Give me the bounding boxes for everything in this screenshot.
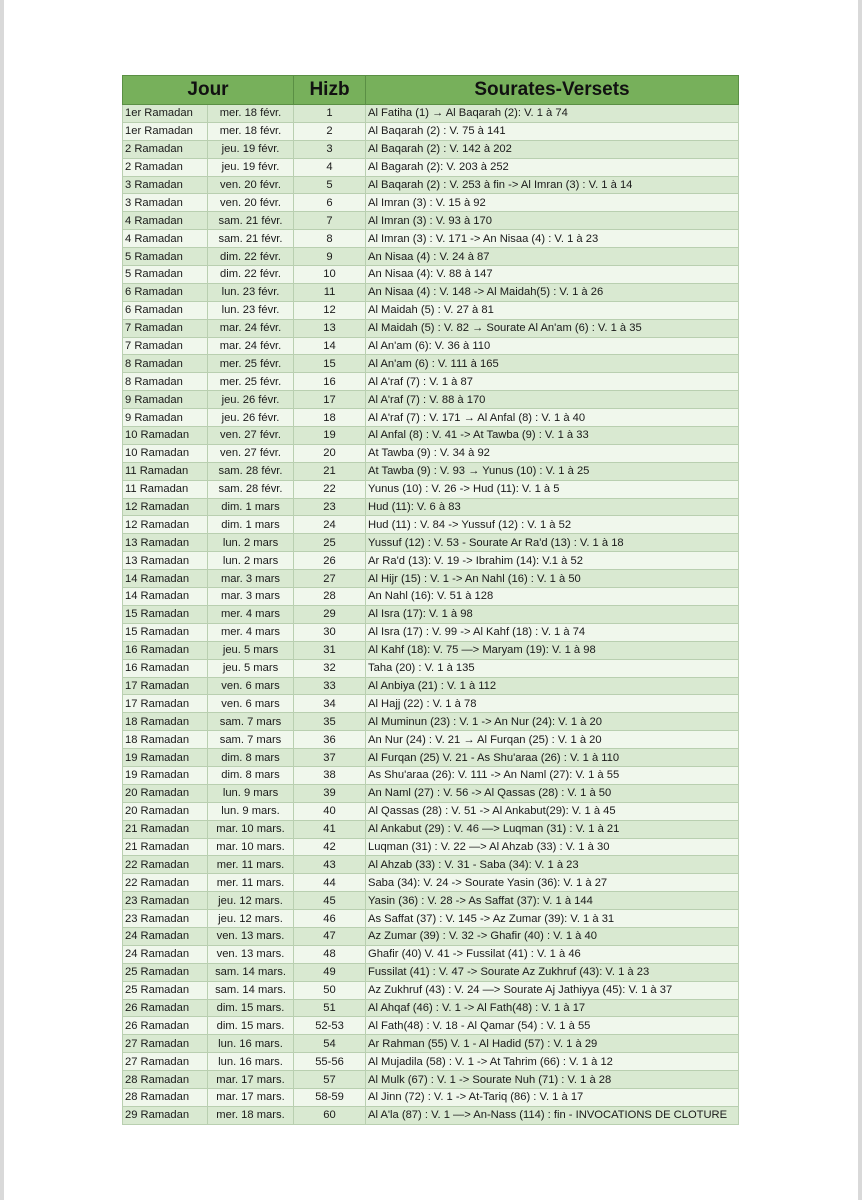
sourates-cell: Al A'raf (7) : V. 1 à 87: [366, 373, 739, 391]
ramadan-day-cell: 15 Ramadan: [123, 605, 208, 623]
hizb-cell: 31: [294, 641, 366, 659]
table-row: [123, 319, 739, 337]
ramadan-day-cell: 6 Ramadan: [123, 301, 208, 319]
ramadan-day-cell: 20 Ramadan: [123, 802, 208, 820]
hizb-cell: 11: [294, 283, 366, 301]
hizb-cell: 60: [294, 1106, 366, 1124]
ramadan-day-cell: 22 Ramadan: [123, 874, 208, 892]
table-row: [123, 1053, 739, 1071]
table-row: [123, 874, 739, 892]
hizb-cell: 14: [294, 337, 366, 355]
date-cell: dim. 8 mars: [208, 766, 294, 784]
hizb-cell: 7: [294, 212, 366, 230]
ramadan-day-cell: 14 Ramadan: [123, 588, 208, 606]
sourates-cell: Al Muminun (23) : V. 1 -> An Nur (24): V. 1 à 20: [366, 713, 739, 731]
ramadan-day-cell: 23 Ramadan: [123, 910, 208, 928]
ramadan-day-cell: 9 Ramadan: [123, 409, 208, 427]
hizb-cell: 41: [294, 820, 366, 838]
sourates-cell: An Nisaa (4) : V. 148 -> Al Maidah(5) : V. 1 à 26: [366, 283, 739, 301]
date-cell: mar. 10 mars.: [208, 820, 294, 838]
hizb-cell: 37: [294, 749, 366, 767]
sourates-cell: An Nisaa (4): V. 88 à 147: [366, 266, 739, 284]
date-cell: mer. 11 mars.: [208, 874, 294, 892]
table-row: [123, 605, 739, 623]
sourates-cell: Al Mulk (67) : V. 1 -> Sourate Nuh (71) : V. 1 à 28: [366, 1071, 739, 1089]
date-cell: sam. 21 févr.: [208, 212, 294, 230]
hizb-cell: 52-53: [294, 1017, 366, 1035]
date-cell: ven. 27 févr.: [208, 427, 294, 445]
table-row: [123, 856, 739, 874]
table-row: [123, 516, 739, 534]
date-cell: dim. 15 mars.: [208, 999, 294, 1017]
hizb-cell: 5: [294, 176, 366, 194]
hizb-cell: 45: [294, 892, 366, 910]
date-cell: sam. 28 févr.: [208, 480, 294, 498]
ramadan-day-cell: 28 Ramadan: [123, 1088, 208, 1106]
sourates-cell: An Nur (24) : V. 21 → Al Furqan (25) : V. 1 à 20: [366, 731, 739, 749]
table-row: [123, 194, 739, 212]
date-cell: sam. 21 févr.: [208, 230, 294, 248]
table-row: [123, 355, 739, 373]
date-cell: dim. 1 mars: [208, 498, 294, 516]
table-row: [123, 391, 739, 409]
hizb-cell: 40: [294, 802, 366, 820]
sourates-cell: Al Qassas (28) : V. 51 -> Al Ankabut(29): V. 1 à 45: [366, 802, 739, 820]
date-cell: mer. 4 mars: [208, 605, 294, 623]
table-row: [123, 945, 739, 963]
ramadan-reading-table: [122, 75, 739, 1125]
ramadan-day-cell: 23 Ramadan: [123, 892, 208, 910]
date-cell: mer. 18 févr.: [208, 105, 294, 123]
hizb-cell: 33: [294, 677, 366, 695]
sourates-cell: Al Baqarah (2) : V. 75 à 141: [366, 122, 739, 140]
table-row: [123, 892, 739, 910]
ramadan-day-cell: 19 Ramadan: [123, 749, 208, 767]
sourates-cell: An Nisaa (4) : V. 24 à 87: [366, 248, 739, 266]
date-cell: ven. 27 févr.: [208, 444, 294, 462]
date-cell: sam. 14 mars.: [208, 963, 294, 981]
table-body: [123, 105, 739, 1125]
date-cell: dim. 15 mars.: [208, 1017, 294, 1035]
date-cell: lun. 23 févr.: [208, 301, 294, 319]
sourates-cell: Saba (34): V. 24 -> Sourate Yasin (36): V. 1 à 27: [366, 874, 739, 892]
table-row: [123, 927, 739, 945]
ramadan-day-cell: 16 Ramadan: [123, 659, 208, 677]
date-cell: lun. 16 mars.: [208, 1035, 294, 1053]
sourates-cell: Ghafir (40) V. 41 -> Fussilat (41) : V. 1 à 46: [366, 945, 739, 963]
table-row: [123, 713, 739, 731]
date-cell: sam. 7 mars: [208, 713, 294, 731]
hizb-cell: 34: [294, 695, 366, 713]
hizb-cell: 38: [294, 766, 366, 784]
sourates-cell: Az Zumar (39) : V. 32 -> Ghafir (40) : V. 1 à 40: [366, 927, 739, 945]
header-hizb: Hizb: [294, 76, 366, 105]
sourates-cell: Yunus (10) : V. 26 -> Hud (11): V. 1 à 5: [366, 480, 739, 498]
hizb-cell: 55-56: [294, 1053, 366, 1071]
ramadan-day-cell: 25 Ramadan: [123, 981, 208, 999]
table-row: [123, 570, 739, 588]
table-row: [123, 623, 739, 641]
date-cell: ven. 6 mars: [208, 695, 294, 713]
sourates-cell: An Naml (27) : V. 56 -> Al Qassas (28) : V. 1 à 50: [366, 784, 739, 802]
hizb-cell: 24: [294, 516, 366, 534]
ramadan-day-cell: 24 Ramadan: [123, 927, 208, 945]
table-row: [123, 981, 739, 999]
ramadan-day-cell: 21 Ramadan: [123, 820, 208, 838]
ramadan-day-cell: 4 Ramadan: [123, 212, 208, 230]
table-row: [123, 140, 739, 158]
sourates-cell: Al Fath(48) : V. 18 - Al Qamar (54) : V. 1 à 55: [366, 1017, 739, 1035]
date-cell: dim. 8 mars: [208, 749, 294, 767]
table-row: [123, 534, 739, 552]
sourates-cell: Al Imran (3) : V. 171 -> An Nisaa (4) : V. 1 à 23: [366, 230, 739, 248]
sourates-cell: Taha (20) : V. 1 à 135: [366, 659, 739, 677]
table-row: [123, 176, 739, 194]
table-row: [123, 1035, 739, 1053]
sourates-cell: As Saffat (37) : V. 145 -> Az Zumar (39): V. 1 à 31: [366, 910, 739, 928]
table-row: [123, 266, 739, 284]
sourates-cell: Al Jinn (72) : V. 1 -> At-Tariq (86) : V. 1 à 17: [366, 1088, 739, 1106]
table-row: [123, 337, 739, 355]
hizb-cell: 25: [294, 534, 366, 552]
table-row: [123, 677, 739, 695]
date-cell: mer. 11 mars.: [208, 856, 294, 874]
sourates-cell: Al Imran (3) : V. 93 à 170: [366, 212, 739, 230]
sourates-cell: Al A'la (87) : V. 1 —> An-Nass (114) : fin - INVOCATIONS DE CLOTURE: [366, 1106, 739, 1124]
ramadan-day-cell: 14 Ramadan: [123, 570, 208, 588]
table-row: [123, 1017, 739, 1035]
hizb-cell: 44: [294, 874, 366, 892]
table-row: [123, 444, 739, 462]
hizb-cell: 43: [294, 856, 366, 874]
table-row: [123, 230, 739, 248]
hizb-cell: 3: [294, 140, 366, 158]
hizb-cell: 13: [294, 319, 366, 337]
table-row: [123, 158, 739, 176]
hizb-cell: 30: [294, 623, 366, 641]
ramadan-day-cell: 8 Ramadan: [123, 355, 208, 373]
hizb-cell: 46: [294, 910, 366, 928]
table-row: [123, 105, 739, 123]
ramadan-day-cell: 7 Ramadan: [123, 337, 208, 355]
hizb-cell: 57: [294, 1071, 366, 1089]
date-cell: ven. 20 févr.: [208, 176, 294, 194]
ramadan-day-cell: 28 Ramadan: [123, 1071, 208, 1089]
sourates-cell: Al Maidah (5) : V. 82 → Sourate Al An'am (6) : V. 1 à 35: [366, 319, 739, 337]
sourates-cell: Al Baqarah (2) : V. 253 à fin -> Al Imran (3) : V. 1 à 14: [366, 176, 739, 194]
ramadan-day-cell: 11 Ramadan: [123, 480, 208, 498]
table-row: [123, 283, 739, 301]
table-row: [123, 427, 739, 445]
date-cell: mar. 3 mars: [208, 570, 294, 588]
ramadan-day-cell: 5 Ramadan: [123, 266, 208, 284]
sourates-cell: Al Ahqaf (46) : V. 1 -> Al Fath(48) : V. 1 à 17: [366, 999, 739, 1017]
table-row: [123, 480, 739, 498]
hizb-cell: 51: [294, 999, 366, 1017]
ramadan-day-cell: 13 Ramadan: [123, 534, 208, 552]
table-row: [123, 212, 739, 230]
ramadan-day-cell: 17 Ramadan: [123, 677, 208, 695]
hizb-cell: 54: [294, 1035, 366, 1053]
ramadan-day-cell: 3 Ramadan: [123, 194, 208, 212]
date-cell: jeu. 26 févr.: [208, 409, 294, 427]
date-cell: mer. 18 févr.: [208, 122, 294, 140]
sourates-cell: Al Furqan (25) V. 21 - As Shu'araa (26) : V. 1 à 110: [366, 749, 739, 767]
date-cell: mar. 24 févr.: [208, 319, 294, 337]
sourates-cell: Ar Ra'd (13): V. 19 -> Ibrahim (14): V.1 à 52: [366, 552, 739, 570]
date-cell: mar. 17 mars.: [208, 1071, 294, 1089]
table-row: [123, 784, 739, 802]
table-row: [123, 910, 739, 928]
sourates-cell: Al Mujadila (58) : V. 1 -> At Tahrim (66) : V. 1 à 12: [366, 1053, 739, 1071]
date-cell: mer. 25 févr.: [208, 373, 294, 391]
ramadan-day-cell: 18 Ramadan: [123, 713, 208, 731]
header-jour: Jour: [123, 76, 294, 105]
date-cell: mer. 4 mars: [208, 623, 294, 641]
sourates-cell: Hud (11) : V. 84 -> Yussuf (12) : V. 1 à 52: [366, 516, 739, 534]
date-cell: lun. 9 mars: [208, 784, 294, 802]
date-cell: lun. 16 mars.: [208, 1053, 294, 1071]
ramadan-day-cell: 15 Ramadan: [123, 623, 208, 641]
hizb-cell: 6: [294, 194, 366, 212]
date-cell: mer. 18 mars.: [208, 1106, 294, 1124]
hizb-cell: 26: [294, 552, 366, 570]
ramadan-day-cell: 16 Ramadan: [123, 641, 208, 659]
table-row: [123, 373, 739, 391]
sourates-cell: Al Ahzab (33) : V. 31 - Saba (34): V. 1 à 23: [366, 856, 739, 874]
ramadan-day-cell: 7 Ramadan: [123, 319, 208, 337]
date-cell: mar. 24 févr.: [208, 337, 294, 355]
table-row: [123, 248, 739, 266]
date-cell: ven. 13 mars.: [208, 945, 294, 963]
hizb-cell: 50: [294, 981, 366, 999]
date-cell: sam. 7 mars: [208, 731, 294, 749]
sourates-cell: Al A'raf (7) : V. 88 à 170: [366, 391, 739, 409]
ramadan-day-cell: 4 Ramadan: [123, 230, 208, 248]
hizb-cell: 23: [294, 498, 366, 516]
sourates-cell: Al Kahf (18): V. 75 —> Maryam (19): V. 1 à 98: [366, 641, 739, 659]
ramadan-day-cell: 3 Ramadan: [123, 176, 208, 194]
date-cell: sam. 14 mars.: [208, 981, 294, 999]
date-cell: dim. 22 févr.: [208, 266, 294, 284]
hizb-cell: 47: [294, 927, 366, 945]
table-row: [123, 963, 739, 981]
hizb-cell: 36: [294, 731, 366, 749]
date-cell: ven. 13 mars.: [208, 927, 294, 945]
hizb-cell: 10: [294, 266, 366, 284]
ramadan-day-cell: 2 Ramadan: [123, 158, 208, 176]
sourates-cell: Al Hajj (22) : V. 1 à 78: [366, 695, 739, 713]
table-row: [123, 802, 739, 820]
ramadan-day-cell: 12 Ramadan: [123, 498, 208, 516]
hizb-cell: 15: [294, 355, 366, 373]
ramadan-day-cell: 27 Ramadan: [123, 1053, 208, 1071]
date-cell: jeu. 12 mars.: [208, 892, 294, 910]
hizb-cell: 32: [294, 659, 366, 677]
date-cell: jeu. 5 mars: [208, 641, 294, 659]
ramadan-day-cell: 19 Ramadan: [123, 766, 208, 784]
sourates-cell: An Nahl (16): V. 51 à 128: [366, 588, 739, 606]
table-row: [123, 766, 739, 784]
hizb-cell: 39: [294, 784, 366, 802]
date-cell: sam. 28 févr.: [208, 462, 294, 480]
ramadan-day-cell: 26 Ramadan: [123, 1017, 208, 1035]
date-cell: mar. 10 mars.: [208, 838, 294, 856]
ramadan-day-cell: 1er Ramadan: [123, 105, 208, 123]
sourates-cell: Al Bagarah (2): V. 203 à 252: [366, 158, 739, 176]
date-cell: jeu. 12 mars.: [208, 910, 294, 928]
table-row: [123, 1088, 739, 1106]
ramadan-day-cell: 29 Ramadan: [123, 1106, 208, 1124]
sourates-cell: Yussuf (12) : V. 53 - Sourate Ar Ra'd (13) : V. 1 à 18: [366, 534, 739, 552]
ramadan-day-cell: 27 Ramadan: [123, 1035, 208, 1053]
date-cell: lun. 9 mars.: [208, 802, 294, 820]
hizb-cell: 17: [294, 391, 366, 409]
ramadan-day-cell: 17 Ramadan: [123, 695, 208, 713]
ramadan-day-cell: 13 Ramadan: [123, 552, 208, 570]
hizb-cell: 19: [294, 427, 366, 445]
hizb-cell: 22: [294, 480, 366, 498]
table-row: [123, 1106, 739, 1124]
date-cell: dim. 1 mars: [208, 516, 294, 534]
ramadan-day-cell: 8 Ramadan: [123, 373, 208, 391]
ramadan-day-cell: 26 Ramadan: [123, 999, 208, 1017]
hizb-cell: 28: [294, 588, 366, 606]
table-row: [123, 695, 739, 713]
ramadan-day-cell: 24 Ramadan: [123, 945, 208, 963]
sourates-cell: Al Imran (3) : V. 15 à 92: [366, 194, 739, 212]
sourates-cell: Hud (11): V. 6 à 83: [366, 498, 739, 516]
table-header-row: [123, 76, 739, 105]
hizb-cell: 4: [294, 158, 366, 176]
sourates-cell: Al Ankabut (29) : V. 46 —> Luqman (31) : V. 1 à 21: [366, 820, 739, 838]
ramadan-day-cell: 20 Ramadan: [123, 784, 208, 802]
hizb-cell: 42: [294, 838, 366, 856]
table-row: [123, 820, 739, 838]
sourates-cell: Al An'am (6) : V. 111 à 165: [366, 355, 739, 373]
sourates-cell: As Shu'araa (26): V. 111 -> An Naml (27): V. 1 à 55: [366, 766, 739, 784]
hizb-cell: 12: [294, 301, 366, 319]
ramadan-day-cell: 6 Ramadan: [123, 283, 208, 301]
sourates-cell: Al Anfal (8) : V. 41 -> At Tawba (9) : V. 1 à 33: [366, 427, 739, 445]
ramadan-day-cell: 2 Ramadan: [123, 140, 208, 158]
table-row: [123, 122, 739, 140]
table-row: [123, 641, 739, 659]
hizb-cell: 16: [294, 373, 366, 391]
hizb-cell: 20: [294, 444, 366, 462]
date-cell: ven. 20 févr.: [208, 194, 294, 212]
hizb-cell: 29: [294, 605, 366, 623]
date-cell: lun. 2 mars: [208, 534, 294, 552]
sourates-cell: Al Isra (17) : V. 99 -> Al Kahf (18) : V. 1 à 74: [366, 623, 739, 641]
hizb-cell: 27: [294, 570, 366, 588]
date-cell: dim. 22 févr.: [208, 248, 294, 266]
sourates-cell: Az Zukhruf (43) : V. 24 —> Sourate Aj Jathiyya (45): V. 1 à 37: [366, 981, 739, 999]
table-row: [123, 409, 739, 427]
date-cell: jeu. 5 mars: [208, 659, 294, 677]
ramadan-day-cell: 18 Ramadan: [123, 731, 208, 749]
hizb-cell: 9: [294, 248, 366, 266]
sourates-cell: Luqman (31) : V. 22 —> Al Ahzab (33) : V. 1 à 30: [366, 838, 739, 856]
table-row: [123, 659, 739, 677]
hizb-cell: 35: [294, 713, 366, 731]
ramadan-day-cell: 9 Ramadan: [123, 391, 208, 409]
ramadan-day-cell: 21 Ramadan: [123, 838, 208, 856]
table-row: [123, 838, 739, 856]
sourates-cell: At Tawba (9) : V. 93 → Yunus (10) : V. 1 à 25: [366, 462, 739, 480]
hizb-cell: 21: [294, 462, 366, 480]
ramadan-day-cell: 10 Ramadan: [123, 444, 208, 462]
table-row: [123, 1071, 739, 1089]
sourates-cell: Al Baqarah (2) : V. 142 à 202: [366, 140, 739, 158]
table-row: [123, 749, 739, 767]
table-row: [123, 301, 739, 319]
ramadan-day-cell: 11 Ramadan: [123, 462, 208, 480]
hizb-cell: 1: [294, 105, 366, 123]
sourates-cell: Al Hijr (15) : V. 1 -> An Nahl (16) : V. 1 à 50: [366, 570, 739, 588]
hizb-cell: 58-59: [294, 1088, 366, 1106]
hizb-cell: 2: [294, 122, 366, 140]
hizb-cell: 8: [294, 230, 366, 248]
table-row: [123, 999, 739, 1017]
sourates-cell: Al Isra (17): V. 1 à 98: [366, 605, 739, 623]
table-row: [123, 552, 739, 570]
date-cell: mar. 3 mars: [208, 588, 294, 606]
ramadan-day-cell: 12 Ramadan: [123, 516, 208, 534]
sourates-cell: Ar Rahman (55) V. 1 - Al Hadid (57) : V. 1 à 29: [366, 1035, 739, 1053]
table-row: [123, 498, 739, 516]
ramadan-day-cell: 25 Ramadan: [123, 963, 208, 981]
sourates-cell: Fussilat (41) : V. 47 -> Sourate Az Zukhruf (43): V. 1 à 23: [366, 963, 739, 981]
ramadan-day-cell: 5 Ramadan: [123, 248, 208, 266]
hizb-cell: 48: [294, 945, 366, 963]
date-cell: lun. 2 mars: [208, 552, 294, 570]
date-cell: jeu. 19 févr.: [208, 140, 294, 158]
header-sourates: Sourates-Versets: [366, 76, 739, 105]
ramadan-day-cell: 10 Ramadan: [123, 427, 208, 445]
table-row: [123, 588, 739, 606]
sourates-cell: Al An'am (6): V. 36 à 110: [366, 337, 739, 355]
sourates-cell: Al Fatiha (1) → Al Baqarah (2): V. 1 à 74: [366, 105, 739, 123]
table-row: [123, 731, 739, 749]
hizb-cell: 49: [294, 963, 366, 981]
date-cell: jeu. 26 févr.: [208, 391, 294, 409]
ramadan-day-cell: 1er Ramadan: [123, 122, 208, 140]
sourates-cell: Al A'raf (7) : V. 171 → Al Anfal (8) : V. 1 à 40: [366, 409, 739, 427]
ramadan-day-cell: 22 Ramadan: [123, 856, 208, 874]
date-cell: mar. 17 mars.: [208, 1088, 294, 1106]
date-cell: jeu. 19 févr.: [208, 158, 294, 176]
sourates-cell: At Tawba (9) : V. 34 à 92: [366, 444, 739, 462]
hizb-cell: 18: [294, 409, 366, 427]
table-row: [123, 462, 739, 480]
sourates-cell: Yasin (36) : V. 28 -> As Saffat (37): V. 1 à 144: [366, 892, 739, 910]
date-cell: ven. 6 mars: [208, 677, 294, 695]
sourates-cell: Al Anbiya (21) : V. 1 à 112: [366, 677, 739, 695]
date-cell: mer. 25 févr.: [208, 355, 294, 373]
date-cell: lun. 23 févr.: [208, 283, 294, 301]
sourates-cell: Al Maidah (5) : V. 27 à 81: [366, 301, 739, 319]
